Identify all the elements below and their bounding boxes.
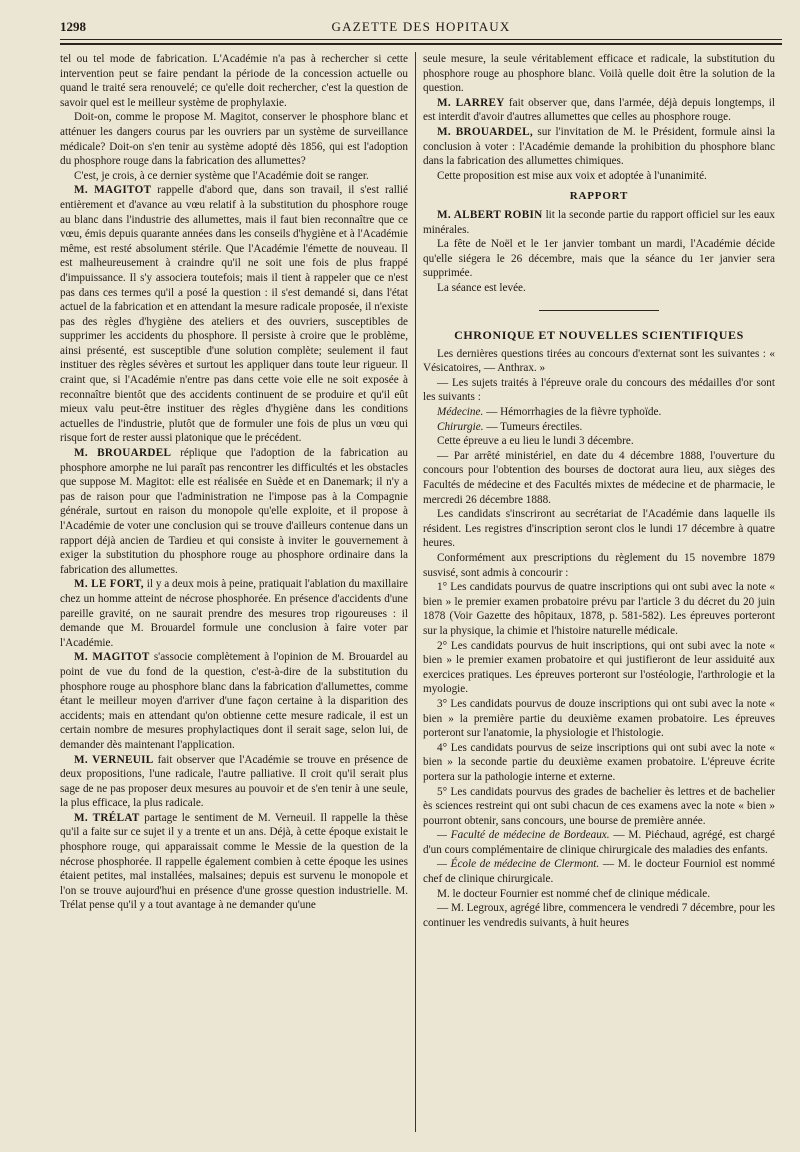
speaker-name: M. TRÉLAT <box>74 811 140 824</box>
speaker-name: M. LE FORT, <box>74 578 144 591</box>
speaker-paragraph <box>423 125 775 169</box>
speaker-text: lit la seconde partie du rapport officiel sur les eaux minérales. <box>423 208 775 236</box>
paragraph-text: — M. le docteur Fourniol est nommé chef de clinique chirurgicale. <box>423 858 775 886</box>
paragraph-text: — Hémorrhagies de la fièvre typhoïde. <box>483 406 662 419</box>
speaker-name: M. BROUARDEL, <box>437 125 533 138</box>
paragraph: La fête de Noël et le 1er janvier tombant un mardi, l'Académie décide qu'elle siégera le 26 décembre, mais que la séance du 1er janvier sera supprimée. <box>423 238 775 280</box>
journal-title: GAZETTE DES HOPITAUX <box>331 19 511 34</box>
left-column <box>60 52 408 1142</box>
section-title-chronique: CHRONIQUE ET NOUVELLES SCIENTIFIQUES <box>454 328 744 343</box>
paragraph: 1° Les candidats pourvus de quatre inscriptions qui ont subi avec la note « bien » le premier examen probatoire prévu par l'article 3 du décret du 20 juin 1878 (Voir Gazette des hôpitaux, 1878, p. 581-582). Les épreuves porteront sur la physique, la chimie et l'histoire naturelle médicale. <box>423 581 775 637</box>
page-header <box>60 16 782 38</box>
speaker-paragraph <box>60 811 408 913</box>
header-rule-thin <box>60 39 782 40</box>
labeled-paragraph <box>423 405 775 420</box>
speaker-name: M. LARREY <box>437 96 505 109</box>
labeled-paragraph <box>423 828 775 857</box>
paragraph: La séance est levée. <box>437 281 526 294</box>
speaker-name: M. VERNEUIL <box>74 753 154 766</box>
paragraph: tel ou tel mode de fabrication. L'Académie n'a pas à rechercher si cette intervention peut se faire pendant la période de la concession actuelle ou quand le traité sera renouvelé; ce qu'elle doit rechercher, c'est la question de savoir quel est le meilleur système de prophylaxie. <box>60 53 408 109</box>
speaker-paragraph <box>60 577 408 650</box>
paragraph-text: — Tumeurs érectiles. <box>483 420 583 433</box>
header-rule-thick <box>60 43 782 45</box>
speaker-text: sur l'invitation de M. le Président, formule ainsi la conclusion à voter : l'Académie demande la prohibition du phosphore blanc dans la fabrication des allumettes chimiques. <box>423 125 775 168</box>
speaker-text: fait observer que, dans l'armée, déjà depuis longtemps, il est interdit d'avoir d'autres allumettes que celles au phosphore rouge. <box>423 96 775 124</box>
ornament-rule <box>539 310 659 311</box>
paragraph: 2° Les candidats pourvus de huit inscriptions, qui ont subi avec la note « bien » le premier examen probatoire et qui justifieront de leur assiduité aux exercices pratiques. Les épreuves porteront sur l'ostéologie, l'arthrologie et la myologie. <box>423 639 775 696</box>
speaker-text: réplique que l'adoption de la fabrication au phosphore amorphe ne lui paraît pas rencontrer les difficultés et les obstacles que suppose M. Magitot: elle est réalisée en Suède et en Danemark; il n'y a pas de raison pour que l'administration ne l'impose pas à la Compagnie générale, surtout en raison du monopole qu'elle exploite, et il propose à l'Académie de voter une conclusion qui se trouve d'ailleurs contenue dans un rapport déjà ancien de Tardieu et qui consiste à inviter le gouvernement à exiger la substitution du phosphore rouge au phosphore ordinaire dans la fabrication des allumettes. <box>60 447 408 576</box>
page-number: 1298 <box>60 19 86 34</box>
labeled-paragraph <box>423 857 775 886</box>
speaker-paragraph <box>60 446 408 577</box>
speaker-paragraph <box>423 208 775 237</box>
speaker-text: s'associe complètement à l'opinion de M. Brouardel au point de vue du fond de la question, c'est-à-dire de la substitution du phosphore rouge au phosphore blanc dans la fabrication d'allumettes, comme étant le meilleur moyen d'arriver d'une façon certaine à la disparition des accidents; mais en attendant qu'on obtienne cette mesure radicale, il est un certain nombre de mesures prophylactiques dont il serait sage, selon lui, de demander dès maintenant l'application. <box>60 651 408 751</box>
speaker-name: M. MAGITOT <box>74 651 150 664</box>
column-divider <box>415 52 416 1132</box>
paragraph: C'est, je crois, à ce dernier système que l'Académie doit se ranger. <box>74 169 369 182</box>
paragraph: 4° Les candidats pourvus de seize inscriptions qui ont subi avec la note « bien » la seconde partie du deuxième examen probatoire. L'épreuve écrite portera sur la pathologie interne et externe. <box>423 741 775 783</box>
labeled-paragraph <box>423 420 775 435</box>
paragraph-label: — Faculté de médecine de Bordeaux. <box>437 829 610 842</box>
speaker-paragraph <box>60 753 408 811</box>
speaker-name: M. MAGITOT <box>74 184 152 197</box>
paragraph: Conformément aux prescriptions du règlement du 15 novembre 1879 susvisé, sont admis à concourir : <box>423 552 775 579</box>
speaker-paragraph <box>60 183 408 446</box>
speaker-name: M. BROUARDEL <box>74 447 172 460</box>
paragraph: Les dernières questions tirées au concours d'externat sont les suivantes : « Vésicatoires, — Anthrax. » <box>423 347 775 375</box>
section-title-rapport: RAPPORT <box>569 190 629 203</box>
section-ornament <box>423 304 775 319</box>
paragraph: 5° Les candidats pourvus des grades de bachelier ès lettres et de bachelier ès sciences restreint qui ont subi chacun de ces examens avec la note « bien » pourront obtenir, sans concours, une bourse de première année. <box>423 785 775 827</box>
speaker-text: fait observer que l'Académie se trouve en présence de deux propositions, l'une radicale, l'autre palliative. Il croit qu'il serait plus sage de ne pas proposer deux mesures au pouvoir et de s'en tenir à une seule, la plus efficace, la plus radicale. <box>60 753 408 810</box>
paragraph: Cette épreuve a eu lieu le lundi 3 décembre. <box>437 435 634 448</box>
speaker-text: partage le sentiment de M. Verneuil. Il rappelle la thèse qu'il a faite sur ce sujet il y a trente et un ans. Déjà, à cette époque existait le phosphore rouge, qui apparaissait comme le Messie de la question de la nécrose phosphorée. Il rappelle également combien à cette époque les usines étaient petites, mal installées, malsaines; depuis est survenu le monopole et l'on se trouve aujourd'hui en présence d'une grosse question industrielle. M. Trélat pense qu'il y a tout avantage à ne demander qu'une <box>60 811 408 912</box>
paragraph-label: — École de médecine de Clermont. <box>437 858 600 871</box>
paragraph: Cette proposition est mise aux voix et adoptée à l'unanimité. <box>437 169 707 182</box>
paragraph-text: — M. Piéchaud, agrégé, est chargé d'un cours complémentaire de clinique chirurgicale des maladies des enfants. <box>423 829 775 856</box>
speaker-paragraph <box>60 650 408 752</box>
speaker-name: M. ALBERT ROBIN <box>437 208 543 221</box>
paragraph-label: Médecine. <box>437 406 484 419</box>
paragraph: — Par arrêté ministériel, en date du 4 décembre 1888, l'ouverture du concours pour l'obtention des bourses de doctorat aura lieu, aux sièges des Facultés de médecine et des Facultés mixtes de médecine et de pharmacie, le mercredi 26 décembre 1888. <box>423 449 775 506</box>
paragraph: M. le docteur Fournier est nommé chef de clinique médicale. <box>437 887 711 900</box>
paragraph: 3° Les candidats pourvus de douze inscriptions qui ont subi avec la note « bien » la première partie du deuxième examen probatoire. Les épreuves porteront sur l'anatomie, la physiologie et l'histologie. <box>423 697 775 740</box>
speaker-text: rappelle d'abord que, dans son travail, il s'est rallié entièrement et d'avance au vœu relatif à la substitution du phosphore rouge au blanc dans l'industrie des allumettes, mais il faut bien reconnaître que ce vœu, émis depuis quarante années dans les conseils d'hygiène et à l'Académie même, est resté absolument stérile. Que l'Académie l'émette de nouveau. Il est malheureusement à craindre qu'il ne soit une fois de plus frappé d'impuissance. Il s'y associera toutefois; mais il tient à rappeler que ce n'est pas dans ces termes qu'il a posé la question : il s'est demandé si, dans l'état actuel de la fabrication et en attendant la mesure radicale proposée, il n'existe pas des règles d'hygiène des ateliers et des ouvriers, susceptibles de supprimer les accidents du phosphore. Il persiste à croire que le problème, ainsi présenté, est susceptible d'une solution complète; seulement il faut instituer des règles sévères et surtout les appliquer dans toute leur rigueur. Il craint que, si l'Académie n'entre pas dans cette voie elle ne soit exposée à reconnaître bientôt que des accidents continuent de se produire et qu'il eût mieux valu peut-être instituer des règles d'hygiène dans les conditions actuelles de l'industrie, plutôt que de formuler une fois de plus un vœu qui risque fort de rester aussi platonique que le précédent. <box>60 184 408 445</box>
speaker-text: il y a deux mois à peine, pratiquait l'ablation du maxillaire chez un homme atteint de nécrose phosphorée. En présence d'accidents d'une pareille gravité, on ne saurait prendre des mesures trop rigoureuses : il demande que M. Brouardel formule une conclusion à faire voter par l'Académie. <box>60 578 408 649</box>
paragraph: seule mesure, la seule véritablement efficace et radicale, la substitution du phosphore rouge au phosphore blanc. Voilà quelle doit être la solution de la question. <box>423 53 775 95</box>
paragraph: Les candidats s'inscriront au secrétariat de l'Académie dans laquelle ils résident. Les registres d'inscription seront clos le lundi 17 décembre à quatre heures. <box>423 508 775 550</box>
right-column <box>423 52 775 1142</box>
paragraph-label: Chirurgie. <box>437 420 484 433</box>
paragraph: — M. Legroux, agrégé libre, commencera le vendredi 7 décembre, pour les continuer les vendredis suivants, à huit heures <box>423 902 775 929</box>
paragraph: Doit-on, comme le propose M. Magitot, conserver le phosphore blanc et atténuer les dangers courus par les ouvriers par un système de surveillance médicale? Doit-on s'en tenir au système adopté dès 1856, qui est l'adoption du phosphore rouge dans la fabrication des allumettes? <box>60 111 408 168</box>
speaker-paragraph <box>423 96 775 125</box>
paragraph: — Les sujets traités à l'épreuve orale du concours des médailles d'or sont les suivants : <box>423 376 775 404</box>
